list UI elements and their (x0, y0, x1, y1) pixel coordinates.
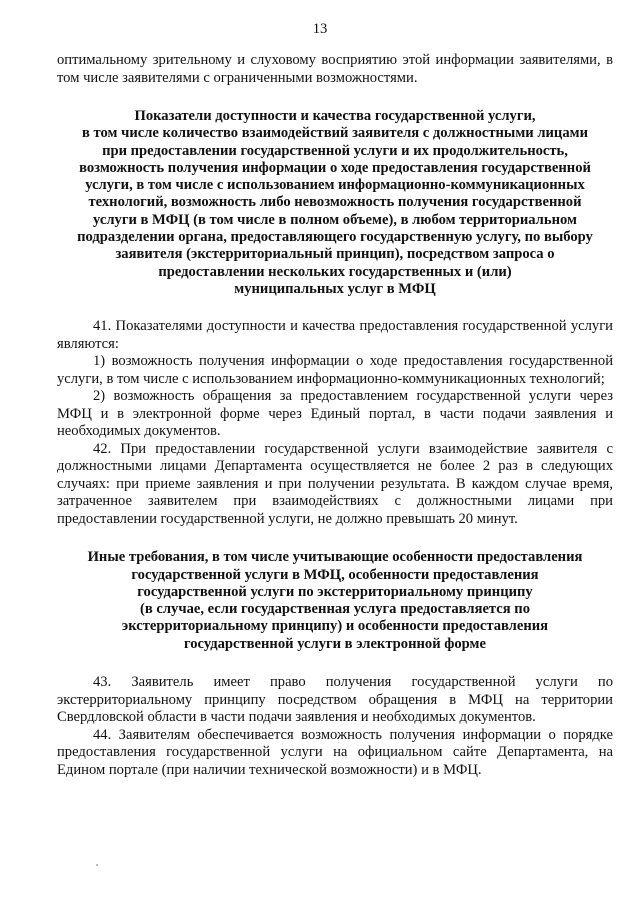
page-number: 13 (312, 21, 328, 37)
section-heading-other-requirements (57, 549, 613, 653)
heading-line: государственной услуги по экстерриториальному принципу (137, 583, 533, 600)
heading-line: Показатели доступности и качества государственной услуги, (134, 108, 536, 124)
page-content (57, 52, 613, 779)
section-heading-accessibility (57, 108, 613, 298)
paragraph-41-item-1: 1) возможность получения информации о ходе предоставления государственной услуги, в том числе с использованием информационно-коммуникационных технологий; (57, 353, 613, 387)
heading-line: при предоставлении государственной услуги и их продолжительность, (102, 142, 568, 159)
scan-speck (96, 864, 98, 866)
intro-paragraph: оптимальному зрительному и слуховому восприятию этой информации заявителями, в том числе заявителями с ограниченными возможностями. (57, 52, 613, 86)
paragraph-43: 43. Заявитель имеет право получения государственной услуги по экстерриториальному принципу посредством обращения в МФЦ на территории Свердловской области в части подачи заявления и необходимых документов. (57, 674, 613, 726)
heading-line: возможность получения информации о ходе предоставления государственной (79, 159, 591, 176)
heading-line: заявителя (экстерриториальный принцип), посредством запроса о (115, 246, 555, 263)
heading-line: технологий, возможность либо невозможность получения государственной (88, 194, 582, 211)
paragraph-41: 41. Показателями доступности и качества предоставления государственной услуги являются: (57, 318, 613, 352)
heading-line: муниципальных услуг в МФЦ (234, 280, 436, 297)
heading-line: Иные требования, в том числе учитывающие особенности предоставления (87, 549, 583, 566)
heading-line: экстерриториальному принципу) и особенности предоставления (121, 618, 549, 635)
paragraph-44: 44. Заявителям обеспечивается возможность получения информации о порядке предоставления государственной услуги на официальном сайте Департамента, на Едином портале (при наличии технической возможности) и в МФЦ. (57, 726, 613, 778)
heading-line: подразделении органа, предоставляющего государственную услугу, по выбору (77, 229, 593, 246)
heading-line: государственной услуги в МФЦ, особенности предоставления (131, 566, 539, 583)
heading-line: услуги в МФЦ (в том числе в полном объеме), в любом территориальном (93, 211, 577, 228)
heading-line: предоставлении нескольких государственных и (или) (158, 263, 512, 280)
paragraph-41-item-2: 2) возможность обращения за предоставлением государственной услуги через МФЦ и в электронной форме через Единый портал, в части подачи заявления и необходимых документов. (57, 388, 613, 440)
heading-line: услуги, в том числе с использованием информационно-коммуникационных (85, 177, 585, 194)
heading-line: в том числе количество взаимодействий заявителя с должностными лицами (82, 125, 588, 142)
paragraph-42: 42. При предоставлении государственной услуги взаимодействие заявителя с должностными лицами Департамента осуществляется не более 2 раз в следующих случаях: при приеме заявления и при получении результата. В каждом случае время, затраченное заявителем при взаимодействиях с должностными лицами при предоставлении государственной услуги, не должно превышать 20 минут. (57, 440, 613, 527)
heading-line: (в случае, если государственная услуга предоставляется по (139, 601, 531, 618)
heading-line: государственной услуги в электронной форме (184, 635, 486, 652)
